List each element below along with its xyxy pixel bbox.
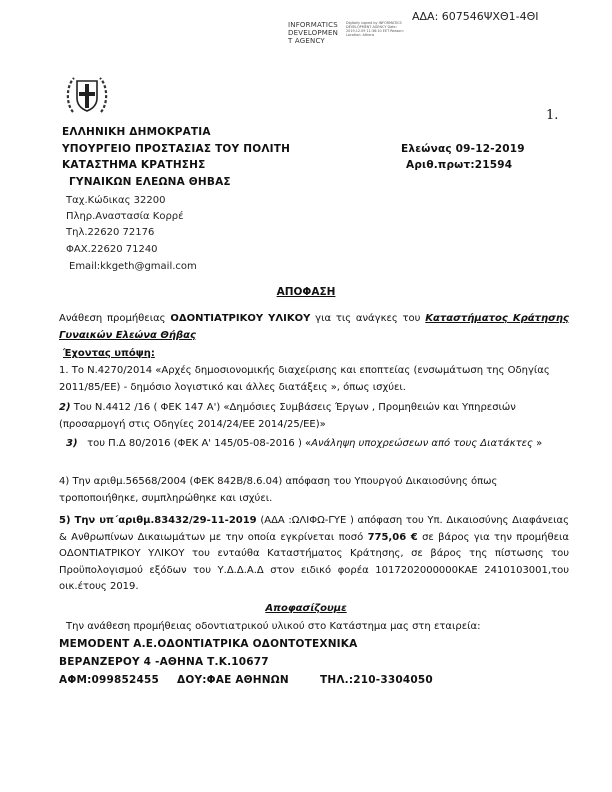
decision-text: Την ανάθεση προμήθειας οδοντιατρικού υλικού στο Κατάστημα μας στη εταιρεία: [66, 621, 481, 632]
email-address: Email:kkgeth@gmail.com [69, 261, 197, 272]
regard-item-4: 4) Την αριθμ.56568/2004 (ΦΕΚ 842Β/8.6.04) απόφαση του Υπουργού Δικαιοσύνης όπως τροποποιήθηκε, συμπληρώθηκε και ισχύει. [59, 476, 498, 504]
postal-code: Ταχ.Κώδικας 32200 [66, 195, 166, 206]
company-doy: ΔΟΥ:ΦΑΕ ΑΘΗΝΩΝ [177, 674, 289, 686]
fax-number: ΦΑΧ.22620 71240 [66, 244, 158, 255]
document-title: ΑΠΟΦΑΣΗ [276, 286, 336, 298]
regard-item-2: 2) Του Ν.4412 /16 ( ΦΕΚ 147 Α') «Δημόσιες Συμβάσεις Έργων , Προμηθειών και Υπηρεσιών (προσαρμογή στις Οδηγίες 2014/24/ΕΕ 2014/25/ΕΕ)» [59, 402, 516, 430]
regard-item-3: 3) του Π.Δ 80/2016 (ΦΕΚ Α' 145/05-08-2016 ) «Ανάληψη υποχρεώσεων από τους Διατάκτες » [66, 438, 543, 449]
page-number: 1. [546, 108, 559, 123]
phone-number: Τηλ.22620 72176 [66, 227, 155, 238]
header-line-3: ΚΑΤΑΣΤΗΜΑ ΚΡΑΤΗΣΗΣ [62, 159, 206, 171]
place-date: Ελεώνας 09-12-2019 [401, 143, 525, 155]
company-name: MEMODENT Α.Ε.ΟΔΟΝΤΙΑΤΡΙΚΑ ΟΔΟΝΤΟΤΕΧΝΙΚΑ [59, 638, 358, 650]
decide-heading: Αποφασίζουμε [265, 603, 347, 614]
header-line-4: ΓΥΝΑΙΚΩΝ ΕΛΕΩΝΑ ΘΗΒΑΣ [69, 176, 231, 188]
regard-item-1: 1. Το Ν.4270/2014 «Αρχές δημοσιονομικής διαχείρισης και εποπτείας (ενσωμάτωση της Οδηγίας 2011/85/ΕΕ) - δημόσιο λογιστικό και άλλες διατάξεις », όπως ισχύει. [59, 365, 550, 393]
intro-paragraph: Ανάθεση προμήθειας ΟΔΟΝΤΙΑΤΡΙΚΟΥ ΥΛΙΚΟΥ για τις ανάγκες του Καταστήματος Κράτησης Γυναικών Ελεώνα Θήβας [59, 313, 569, 341]
header-line-1: ΕΛΛΗΝΙΚΗ ΔΗΜΟΚΡΑΤΙΑ [62, 126, 211, 138]
coat-of-arms-icon [64, 72, 110, 118]
ida-logo-text: INFORMATICS DEVELOPMEN T AGENCY [288, 21, 339, 45]
digital-signature-text: Digitally signed by INFORMATICS DEVELOPMENT AGENCY Date: 2019.12.09 11:36:10 EET Reason: Location: Athens [346, 21, 404, 37]
protocol-number: Αριθ.πρωτ:21594 [406, 159, 513, 171]
regard-item-5: 5) Την υπ΄αριθμ.83432/29-11-2019 (ΑΔΑ :ΩΛΙΦΩ-ΓΥΕ ) απόφαση του Υπ. Δικαιοσύνης Διαφάνειας & Ανθρωπίνων Δικαιωμάτων με την οποία εγκρίνεται ποσό 775,06 € σε βάρος για την προμήθεια ΟΔΟΝΤΙΑΤΡΙΚΟΥ ΥΛΙΚΟΥ του ενταύθα Καταστήματος Κράτησης, σε βάρος της πίστωσης του Προϋπολογισμού εξόδων του Υ.Δ.Δ.Α.Δ στον ειδικό φορέα 1017202000000ΚΑΕ 2410103001,του οικ.έτους 2019. [59, 515, 570, 592]
contact-person: Πληρ.Αναστασία Κορρέ [66, 211, 184, 222]
company-phone: ΤΗΛ.:210-3304050 [320, 674, 433, 686]
company-address: ΒΕΡΑΝΖΕΡΟΥ 4 -ΑΘΗΝΑ Τ.Κ.10677 [59, 656, 269, 668]
ada-code: ΑΔΑ: 607546ΨΧΘ1-4ΘΙ [412, 10, 539, 23]
header-line-2: ΥΠΟΥΡΓΕΙΟ ΠΡΟΣΤΑΣΙΑΣ ΤΟΥ ΠΟΛΙΤΗ [62, 143, 291, 155]
company-afm: ΑΦΜ:099852455 [59, 674, 160, 686]
having-regard-heading: Έχοντας υπόψη: [63, 348, 155, 359]
